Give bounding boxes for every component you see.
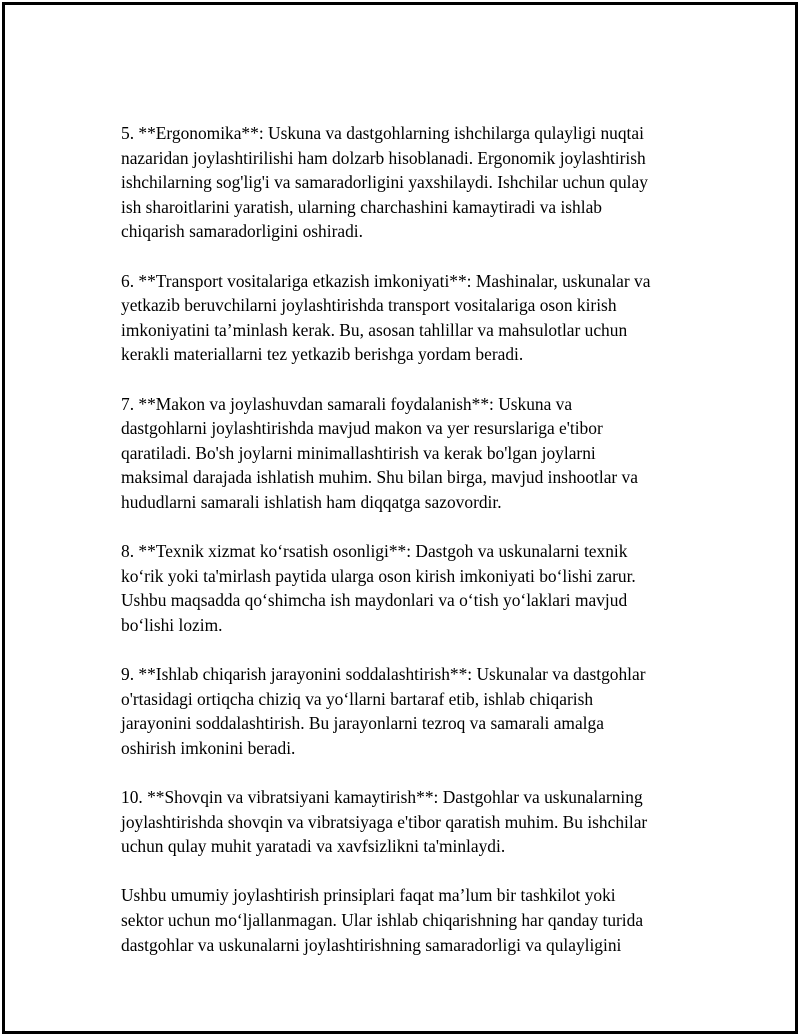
text-line: chiqarish samaradorligini oshiradi. — [121, 221, 363, 242]
text-line: 8. **Texnik xizmat ko‘rsatish osonligi**: Dastgoh va uskunalarni texnik — [121, 541, 628, 562]
text-line: o'rtasidagi ortiqcha chiziq va yo‘llarni bartaraf etib, ishlab chiqarish — [121, 688, 594, 709]
text-line: oshirish imkonini beradi. — [121, 737, 296, 758]
text-line: ishchilarning sog'lig'i va samaradorligini yaxshilaydi. Ishchilar uchun qulay — [121, 172, 648, 193]
text-line: 5. **Ergonomika**: Uskuna va dastgohlarning ishchilarga qulayligi nuqtai — [121, 123, 644, 143]
text-line: 6. **Transport vositalariga etkazish imkoniyati**: Mashinalar, uskunalar va — [121, 270, 651, 291]
text-line: kerakli materiallarni tez yetkazib berishga yordam beradi. — [121, 344, 524, 365]
text-line: jarayonini soddalashtirish. Bu jarayonlarni tezroq va samarali amalga — [121, 713, 604, 734]
paragraph-transport-access — [121, 269, 711, 367]
text-line: ish sharoitlarini yaratish, ularning charchashini kamaytiradi va ishlab — [121, 196, 603, 217]
text-line: Ushbu maqsadda qo‘shimcha ish maydonlari va o‘tish yo‘laklari mavjud — [121, 590, 628, 611]
paragraph-maintenance — [121, 539, 711, 637]
text-line: ko‘rik yoki ta'mirlash paytida ularga oson kirish imkoniyati bo‘lishi zarur. — [121, 565, 636, 586]
text-line: sektor uchun mo‘ljallanmagan. Ular ishlab chiqarishning har qanday turida — [121, 910, 644, 930]
document-body — [121, 121, 711, 982]
text-line: yetkazib beruvchilarni joylashtirishda transport vositalariga oson kirish — [121, 295, 617, 316]
document-page — [2, 2, 798, 1034]
text-line: nazaridan joylashtirilishi ham dolzarb hisoblanadi. Ergonomik joylashtirish — [121, 147, 646, 168]
text-line: qaratiladi. Bo'sh joylarni minimallashtirish va kerak bo'lgan joylarni — [121, 442, 596, 463]
text-line: joylashtirishda shovqin va vibratsiyaga e'tibor qaratish muhim. Bu ishchilar — [121, 811, 648, 832]
text-line: dastgohlar va uskunalarni joylashtirishning samaradorligi va qulayligini — [121, 934, 622, 955]
text-line: 9. **Ishlab chiqarish jarayonini soddalashtirish**: Uskunalar va dastgohlar — [121, 664, 646, 685]
text-line: bo‘lishi lozim. — [121, 614, 223, 635]
paragraph-process-simplification — [121, 662, 711, 760]
paragraph-ergonomics — [121, 121, 711, 244]
text-line: imkoniyatini ta’minlash kerak. Bu, asosan tahlillar va mahsulotlar uchun — [121, 319, 628, 340]
text-line: uchun qulay muhit yaratadi va xavfsizlikni ta'minlaydi. — [121, 836, 506, 857]
text-line: dastgohlarni joylashtirishda mavjud makon va yer resurslariga e'tibor — [121, 418, 603, 439]
paragraph-space-usage — [121, 392, 711, 515]
paragraph-summary — [121, 883, 711, 957]
text-line: 7. **Makon va joylashuvdan samarali foydalanish**: Uskuna va — [121, 393, 573, 414]
text-line: 10. **Shovqin va vibratsiyani kamaytirish**: Dastgohlar va uskunalarning — [121, 787, 643, 808]
text-line: hududlarni samarali ishlatish ham diqqatga sazovordir. — [121, 491, 502, 512]
text-line: Ushbu umumiy joylashtirish prinsiplari faqat ma’lum bir tashkilot yoki — [121, 885, 616, 906]
text-line: maksimal darajada ishlatish muhim. Shu bilan birga, mavjud inshootlar va — [121, 467, 638, 488]
paragraph-noise-vibration — [121, 785, 711, 859]
